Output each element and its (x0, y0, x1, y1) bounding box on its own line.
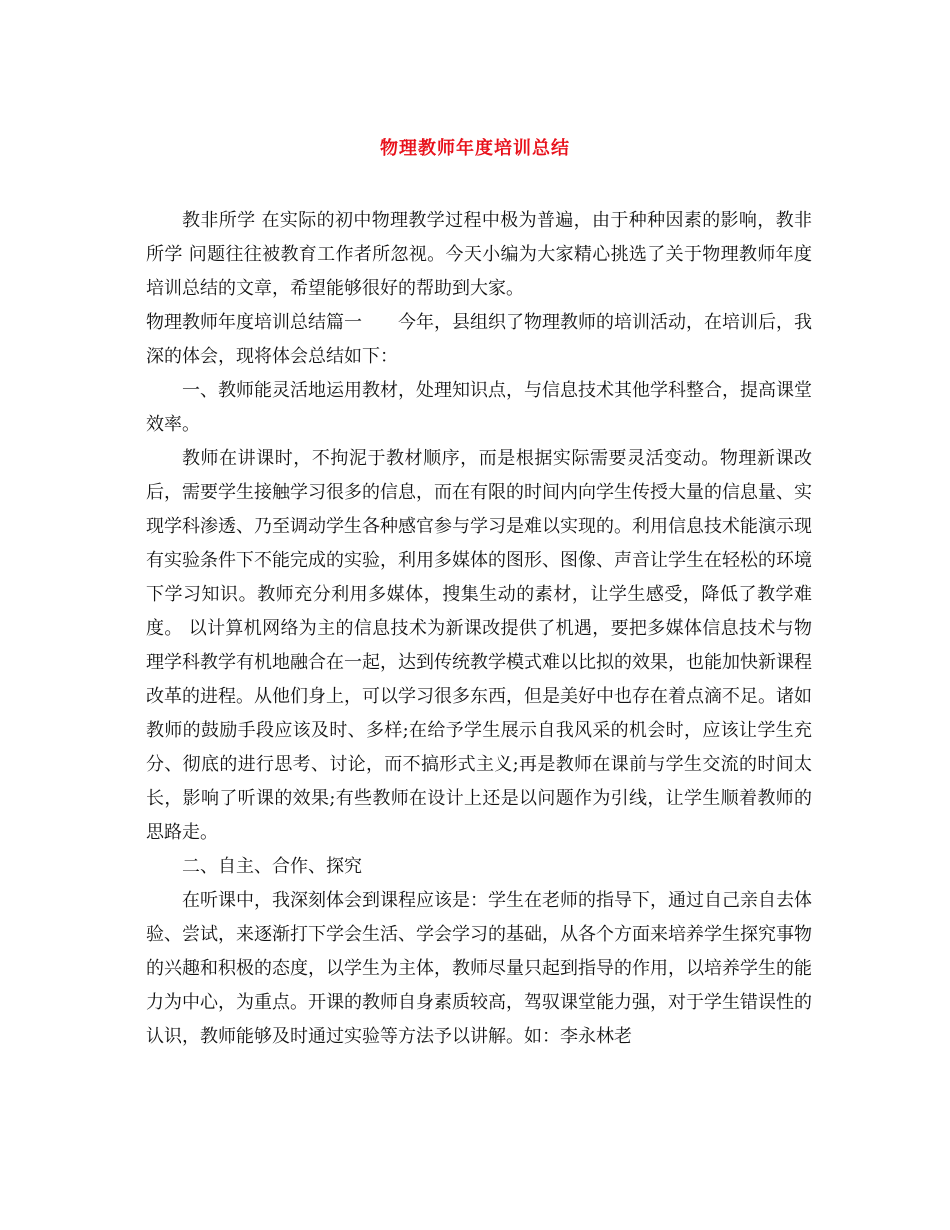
article-opening-text: 今年，县组织了物理教师的培训活动，在培训后，我深的体会，现将体会总结如下： (146, 312, 812, 367)
section-2-heading: 二、自主、合作、探究 (182, 856, 362, 877)
article-opening-paragraph (146, 306, 812, 374)
document-body (146, 204, 812, 1054)
section-1-body: 教师在讲课时，不拘泥于教材顺序，而是根据实际需要灵活变动。物理新课改后，需要学生接触学习很多的信息，而在有限的时间内向学生传授大量的信息量、实现学科渗透、乃至调动学生各种感官参与学习是难以实现的。利用信息技术能演示现有实验条件下不能完成的实验，利用多媒体的图形、图像、声音让学生在轻松的环境下学习知识。教师充分利用多媒体，搜集生动的素材，让学生感受，降低了教学难度。 以计算机网络为主的信息技术为新课改提供了机遇，要把多媒体信息技术与物理学科教学有机地融合在一起，达到传统教学模式难以比拟的效果，也能加快新课程改革的进程。从他们身上，可以学习很多东西，但是美好中也存在着点滴不足。诸如教师的鼓励手段应该及时、多样;在给予学生展示自我风采的机会时，应该让学生充分、彻底的进行思考、讨论，而不搞形式主义;再是教师在课前与学生交流的时间太长，影响了听课的效果;有些教师在设计上还是以问题作为引线，让学生顺着教师的思路走。 (146, 448, 812, 843)
section-1-heading: 一、教师能灵活地运用教材，处理知识点，与信息技术其他学科整合，提高课堂效率。 (146, 380, 812, 435)
section-2-body: 在听课中，我深刻体会到课程应该是：学生在老师的指导下，通过自己亲自去体验、尝试，来逐渐打下学会生活、学会学习的基础，从各个方面来培养学生探究事物的兴趣和积极的态度，以学生为主体，教师尽量只起到指导的作用，以培养学生的能力为中心，为重点。开课的教师自身素质较高，驾驭课堂能力强，对于学生错误性的认识，教师能够及时通过实验等方法予以讲解。如：李永林老 (146, 890, 812, 1047)
article-heading: 物理教师年度培训总结篇一 (146, 312, 362, 333)
document-title: 物理教师年度培训总结 (380, 138, 570, 159)
intro-paragraph: 教非所学 在实际的初中物理教学过程中极为普遍，由于种种因素的影响，教非所学 问题往往被教育工作者所忽视。今天小编为大家精心挑选了关于物理教师年度培训总结的文章，希望能够很好的帮助到大家。 (146, 210, 812, 299)
